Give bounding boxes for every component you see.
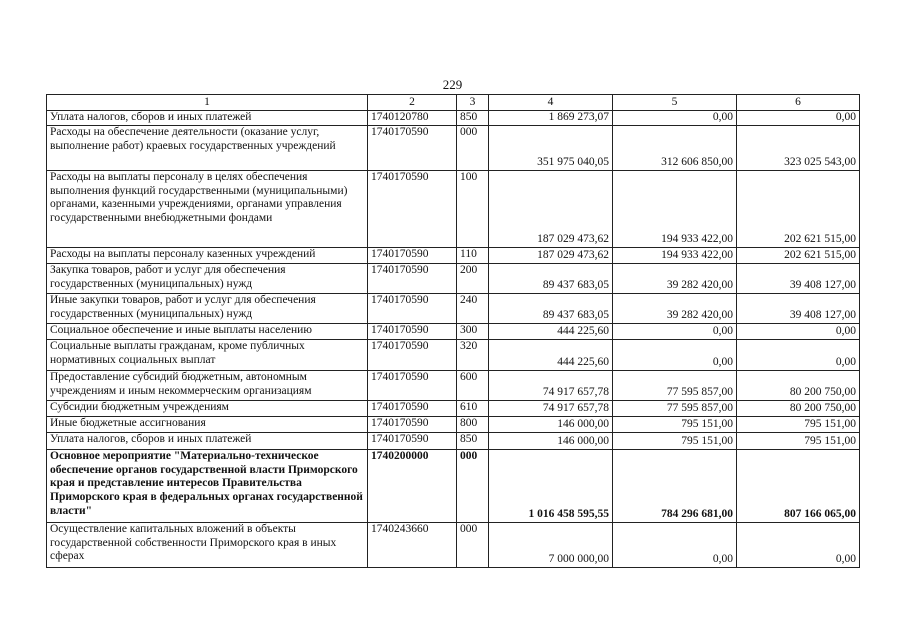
row-amount-1-cell: 146 000,00 <box>489 416 613 432</box>
row-kvr-cell: 300 <box>457 323 489 339</box>
row-name-cell: Социальное обеспечение и иные выплаты населению <box>47 323 368 339</box>
row-amount-1-cell: 351 975 040,05 <box>489 125 613 170</box>
row-code-cell: 1740170590 <box>368 339 457 370</box>
row-kvr-cell: 610 <box>457 400 489 416</box>
row-kvr-cell: 320 <box>457 339 489 370</box>
row-amount-3-cell: 39 408 127,00 <box>737 263 860 293</box>
header-cell-amount-3: 6 <box>737 95 860 111</box>
row-name-cell: Иные закупки товаров, работ и услуг для обеспечения государственных (муниципальных) нужд <box>47 293 368 323</box>
header-cell-amount-1: 4 <box>489 95 613 111</box>
header-cell-name: 1 <box>47 95 368 111</box>
budget-table <box>46 94 860 568</box>
row-amount-1-cell: 89 437 683,05 <box>489 263 613 293</box>
row-kvr-cell: 110 <box>457 247 489 263</box>
row-code-cell: 1740170590 <box>368 170 457 247</box>
table-row <box>47 449 860 522</box>
header-cell-code: 2 <box>368 95 457 111</box>
row-amount-2-cell: 77 595 857,00 <box>613 370 737 400</box>
row-amount-3-cell: 80 200 750,00 <box>737 400 860 416</box>
row-amount-2-cell: 39 282 420,00 <box>613 293 737 323</box>
row-kvr-cell: 000 <box>457 522 489 567</box>
row-amount-2-cell: 0,00 <box>613 522 737 567</box>
row-kvr-cell: 200 <box>457 263 489 293</box>
row-amount-3-cell: 0,00 <box>737 522 860 567</box>
row-name-cell: Предоставление субсидий бюджетным, автономным учреждениям и иным некоммерческим организациям <box>47 370 368 400</box>
row-amount-1-cell: 444 225,60 <box>489 339 613 370</box>
page-number: 229 <box>442 77 463 92</box>
table-row <box>47 323 860 339</box>
row-name-cell: Уплата налогов, сборов и иных платежей <box>47 111 368 126</box>
row-amount-3-cell: 0,00 <box>737 323 860 339</box>
table-row <box>47 293 860 323</box>
row-amount-3-cell: 795 151,00 <box>737 416 860 432</box>
row-amount-2-cell: 194 933 422,00 <box>613 247 737 263</box>
row-code-cell: 1740200000 <box>368 449 457 522</box>
row-amount-2-cell: 312 606 850,00 <box>613 125 737 170</box>
row-name-cell: Уплата налогов, сборов и иных платежей <box>47 432 368 449</box>
row-name-cell: Социальные выплаты гражданам, кроме публичных нормативных социальных выплат <box>47 339 368 370</box>
row-name-cell: Основное мероприятие "Материально-техническое обеспечение органов государственной власти Приморского края и представление интересов Правительства Приморского края в федеральных органах государственной власти" <box>47 449 368 522</box>
row-amount-1-cell: 187 029 473,62 <box>489 170 613 247</box>
row-name-cell: Закупка товаров, работ и услуг для обеспечения государственных (муниципальных) нужд <box>47 263 368 293</box>
row-amount-1-cell: 7 000 000,00 <box>489 522 613 567</box>
row-code-cell: 1740170590 <box>368 247 457 263</box>
row-code-cell: 1740243660 <box>368 522 457 567</box>
row-kvr-cell: 800 <box>457 416 489 432</box>
row-name-cell: Субсидии бюджетным учреждениям <box>47 400 368 416</box>
row-code-cell: 1740170590 <box>368 263 457 293</box>
table-row <box>47 263 860 293</box>
table-row <box>47 339 860 370</box>
row-amount-3-cell: 202 621 515,00 <box>737 170 860 247</box>
row-code-cell: 1740170590 <box>368 293 457 323</box>
row-code-cell: 1740170590 <box>368 432 457 449</box>
row-code-cell: 1740170590 <box>368 400 457 416</box>
row-kvr-cell: 850 <box>457 111 489 126</box>
row-amount-1-cell: 187 029 473,62 <box>489 247 613 263</box>
row-name-cell: Иные бюджетные ассигнования <box>47 416 368 432</box>
row-amount-1-cell: 74 917 657,78 <box>489 400 613 416</box>
row-amount-3-cell: 80 200 750,00 <box>737 370 860 400</box>
table-row <box>47 111 860 126</box>
row-amount-2-cell: 784 296 681,00 <box>613 449 737 522</box>
table-row <box>47 432 860 449</box>
row-amount-3-cell: 323 025 543,00 <box>737 125 860 170</box>
row-code-cell: 1740170590 <box>368 416 457 432</box>
row-amount-2-cell: 39 282 420,00 <box>613 263 737 293</box>
row-name-cell: Расходы на выплаты персоналу в целях обеспечения выполнения функций государственными (муниципальными) органами, казенными учреждениями, органами управления государственными внебюджетными фондами <box>47 170 368 247</box>
table-row <box>47 400 860 416</box>
row-code-cell: 1740120780 <box>368 111 457 126</box>
row-amount-1-cell: 1 869 273,07 <box>489 111 613 126</box>
row-amount-2-cell: 0,00 <box>613 339 737 370</box>
row-amount-3-cell: 0,00 <box>737 339 860 370</box>
row-amount-2-cell: 194 933 422,00 <box>613 170 737 247</box>
row-code-cell: 1740170590 <box>368 323 457 339</box>
row-amount-2-cell: 795 151,00 <box>613 432 737 449</box>
table-row <box>47 170 860 247</box>
row-amount-3-cell: 39 408 127,00 <box>737 293 860 323</box>
row-name-cell: Расходы на выплаты персоналу казенных учреждений <box>47 247 368 263</box>
table-row <box>47 522 860 567</box>
row-kvr-cell: 000 <box>457 125 489 170</box>
row-amount-1-cell: 444 225,60 <box>489 323 613 339</box>
table-row <box>47 247 860 263</box>
row-amount-3-cell: 807 166 065,00 <box>737 449 860 522</box>
row-code-cell: 1740170590 <box>368 125 457 170</box>
row-amount-3-cell: 795 151,00 <box>737 432 860 449</box>
row-amount-1-cell: 89 437 683,05 <box>489 293 613 323</box>
row-kvr-cell: 600 <box>457 370 489 400</box>
row-kvr-cell: 850 <box>457 432 489 449</box>
header-cell-amount-2: 5 <box>613 95 737 111</box>
header-row <box>47 95 860 111</box>
row-amount-1-cell: 146 000,00 <box>489 432 613 449</box>
row-amount-2-cell: 77 595 857,00 <box>613 400 737 416</box>
row-kvr-cell: 000 <box>457 449 489 522</box>
row-name-cell: Осуществление капитальных вложений в объекты государственной собственности Приморского края в иных сферах <box>47 522 368 567</box>
row-amount-1-cell: 74 917 657,78 <box>489 370 613 400</box>
row-amount-2-cell: 0,00 <box>613 323 737 339</box>
table-row <box>47 370 860 400</box>
row-amount-2-cell: 0,00 <box>613 111 737 126</box>
row-amount-3-cell: 0,00 <box>737 111 860 126</box>
row-kvr-cell: 100 <box>457 170 489 247</box>
row-name-cell: Расходы на обеспечение деятельности (оказание услуг, выполнение работ) краевых государственных учреждений <box>47 125 368 170</box>
row-amount-1-cell: 1 016 458 595,55 <box>489 449 613 522</box>
row-code-cell: 1740170590 <box>368 370 457 400</box>
table-row <box>47 125 860 170</box>
table-row <box>47 416 860 432</box>
row-amount-3-cell: 202 621 515,00 <box>737 247 860 263</box>
header-cell-kvr: 3 <box>457 95 489 111</box>
row-amount-2-cell: 795 151,00 <box>613 416 737 432</box>
row-kvr-cell: 240 <box>457 293 489 323</box>
